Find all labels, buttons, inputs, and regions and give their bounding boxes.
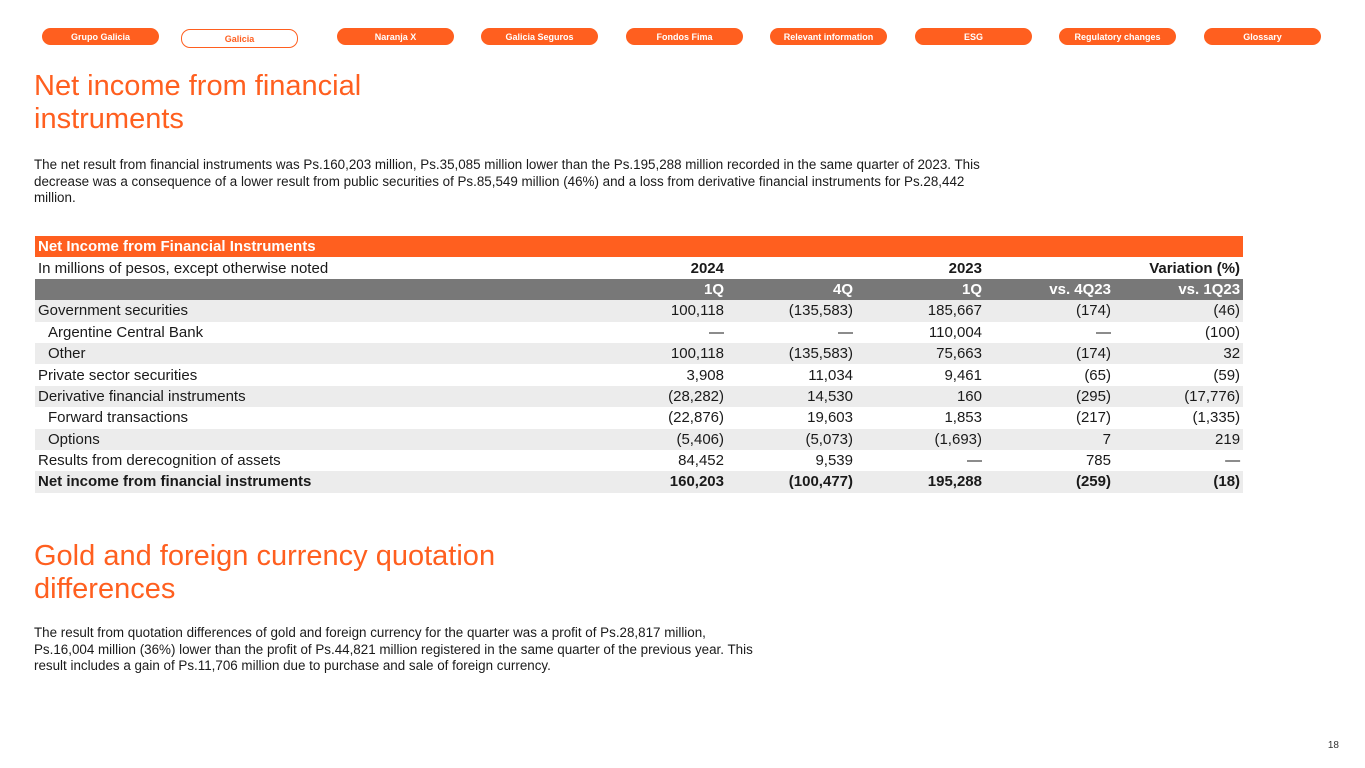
cell: 185,667: [856, 300, 985, 321]
page-number: 18: [1327, 740, 1339, 751]
cell: (65): [1084, 366, 1111, 384]
row-label: Argentine Central Bank: [48, 323, 204, 341]
cell: (18): [1114, 471, 1243, 492]
tab-relevant-information[interactable]: Relevant information: [770, 28, 887, 45]
cell: 9,461: [944, 366, 982, 384]
col-header-1q23: 1Q: [856, 279, 985, 300]
table-row: [35, 343, 1243, 364]
year-2023-header: 2023: [856, 257, 985, 278]
table-row: [35, 429, 1243, 450]
cell: —: [1225, 452, 1241, 470]
col-header-4q23: 4Q: [727, 279, 856, 300]
col-header-vs-1q23: vs. 1Q23: [1114, 279, 1243, 300]
tab-glossary[interactable]: Glossary: [1204, 28, 1321, 45]
cell: (259): [985, 471, 1114, 492]
section-title-line: differences: [34, 573, 176, 605]
cell: (59): [1213, 366, 1241, 384]
cell: (28,282): [465, 386, 727, 407]
cell: 160,203: [465, 471, 727, 492]
net-income-paragraph: The net result from financial instruments was Ps.160,203 million, Ps.35,085 million lower than the Ps.195,288 million recorded in the same quarter of 2023. This decrease was a consequence of a lower result from public securities of Ps.85,549 million (46%) and a loss from derivative financial instruments for Ps.28,442 million.: [34, 157, 980, 205]
table-row: [35, 386, 1243, 407]
financial-instruments-table: [35, 236, 1243, 493]
section-title-quotation-differences: [34, 540, 495, 606]
cell: —: [1096, 323, 1111, 341]
row-label: Private sector securities: [38, 366, 198, 384]
table-row: [35, 450, 1243, 471]
cell: (5,406): [465, 429, 727, 450]
cell: —: [838, 323, 853, 341]
row-label: Government securities: [35, 300, 465, 321]
cell: (1,335): [1192, 409, 1241, 427]
section-title-line: instruments: [34, 103, 184, 135]
cell: (295): [985, 386, 1114, 407]
cell: 785: [1085, 452, 1111, 470]
cell: 9,539: [815, 452, 853, 470]
cell: (22,876): [668, 409, 724, 427]
cell: (100): [1205, 323, 1241, 341]
cell: 7: [985, 429, 1114, 450]
cell: 1,853: [944, 409, 982, 427]
cell: (17,776): [1114, 386, 1243, 407]
tab-fondos-fima[interactable]: Fondos Fima: [626, 28, 743, 45]
row-label: Derivative financial instruments: [35, 386, 465, 407]
table-title: Net Income from Financial Instruments: [35, 236, 1243, 257]
cell: (46): [1114, 300, 1243, 321]
row-label: Options: [35, 429, 465, 450]
tab-regulatory-changes[interactable]: Regulatory changes: [1059, 28, 1176, 45]
cell: 160: [856, 386, 985, 407]
table-title-row: [35, 236, 1243, 257]
table-row: [35, 407, 1243, 428]
tab-esg[interactable]: ESG: [915, 28, 1032, 45]
year-2024-header: 2024: [465, 257, 727, 278]
row-label: Results from derecognition of assets: [38, 452, 281, 470]
cell: 110,004: [928, 323, 982, 341]
unit-note: In millions of pesos, except otherwise noted: [35, 257, 465, 278]
cell: (217): [1075, 409, 1111, 427]
tab-galicia-seguros[interactable]: Galicia Seguros: [481, 28, 598, 45]
tab-naranja-x[interactable]: Naranja X: [337, 28, 454, 45]
cell: 219: [1114, 429, 1243, 450]
section-title-net-income: [34, 70, 361, 136]
table-row: [35, 364, 1243, 385]
section-title-line: Gold and foreign currency quotation: [34, 540, 496, 572]
cell: 19,603: [807, 409, 853, 427]
col-header-vs-4q23: vs. 4Q23: [985, 279, 1114, 300]
cell: (1,693): [856, 429, 985, 450]
tab-grupo-galicia[interactable]: Grupo Galicia: [42, 28, 159, 45]
cell: 32: [1114, 343, 1243, 364]
cell: 75,663: [856, 343, 985, 364]
table-row: [35, 300, 1243, 321]
row-label: Forward transactions: [48, 409, 189, 427]
tab-galicia[interactable]: Galicia: [181, 29, 298, 48]
quotation-paragraph: The result from quotation differences of gold and foreign currency for the quarter was a profit of Ps.28,817 million, Ps.16,004 million (36%) lower than the profit of Ps.44,821 million registered in the same quarter of the previous year. This result includes a gain of Ps.11,706 million due to purchase and sale of foreign currency.: [34, 625, 753, 673]
cell: (135,583): [727, 343, 856, 364]
table-quarter-row: [35, 279, 1243, 300]
row-label: Other: [35, 343, 465, 364]
top-navigation: [42, 28, 1321, 47]
cell: 3,908: [686, 366, 724, 384]
cell: (5,073): [727, 429, 856, 450]
cell: 14,530: [727, 386, 856, 407]
cell: 100,118: [465, 343, 727, 364]
cell: (174): [985, 343, 1114, 364]
cell: —: [709, 323, 724, 341]
variation-header: Variation (%): [985, 257, 1243, 278]
cell: 100,118: [465, 300, 727, 321]
cell: (135,583): [727, 300, 856, 321]
table-row: [35, 322, 1243, 343]
col-header-1q24: 1Q: [465, 279, 727, 300]
cell: (100,477): [727, 471, 856, 492]
section-title-line: Net income from financial: [34, 70, 362, 102]
cell: 11,034: [808, 366, 853, 384]
cell: —: [967, 452, 982, 470]
table-year-row: [35, 257, 1243, 278]
cell: 84,452: [678, 452, 724, 470]
row-label: Net income from financial instruments: [35, 471, 465, 492]
table-total-row: [35, 471, 1243, 492]
cell: 195,288: [856, 471, 985, 492]
cell: (174): [985, 300, 1114, 321]
